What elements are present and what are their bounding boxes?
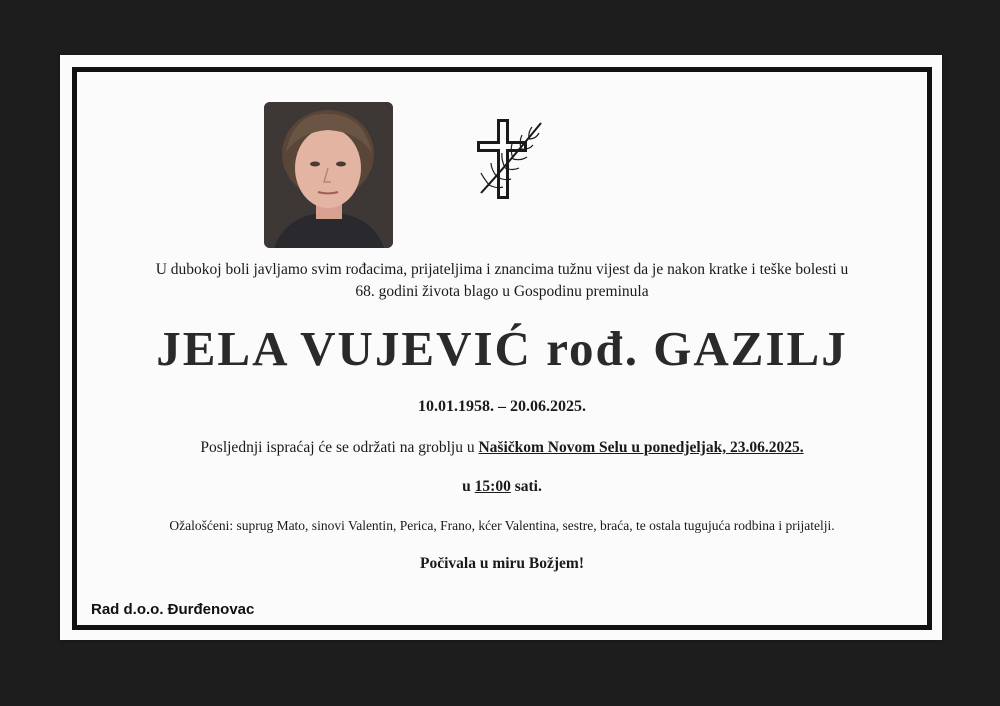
cross-with-palm-icon (475, 117, 547, 201)
life-dates: 10.01.1958. – 20.06.2025. (418, 398, 586, 415)
intro-text (77, 259, 927, 303)
intro-line-1: U dubokoj boli javljamo svim rođacima, prijateljima i znancima tužnu vijest da je nakon kratke i teške bolesti u (155, 261, 849, 278)
deceased-name: JELA VUJEVIĆ rođ. GAZILJ (156, 321, 848, 376)
time-suffix: sati. (514, 478, 542, 495)
portrait-photo (264, 102, 393, 248)
funeral-time (77, 478, 927, 496)
funeral-prefix: Posljednji ispraćaj će se održati na groblju u (200, 439, 475, 456)
rest-in-peace: Počivala u miru Božjem! (419, 555, 584, 572)
company-label: Rad d.o.o. Đurđenovac (87, 599, 258, 620)
time-prefix: u (462, 478, 471, 495)
obituary-paper (60, 55, 942, 640)
obituary-frame (72, 67, 932, 630)
time-value: 15:00 (474, 478, 511, 495)
funeral-info (77, 439, 927, 457)
mourners-list: Ožalošćeni: suprug Mato, sinovi Valentin, Perica, Frano, kćer Valentina, sestre, braća, te ostala tugujuća rodbina i prijatelji. (169, 518, 835, 533)
funeral-place: Našičkom Novom Selu u ponedjeljak, 23.06.2025. (478, 439, 804, 456)
intro-line-2: 68. godini života blago u Gospodinu preminula (355, 283, 649, 300)
